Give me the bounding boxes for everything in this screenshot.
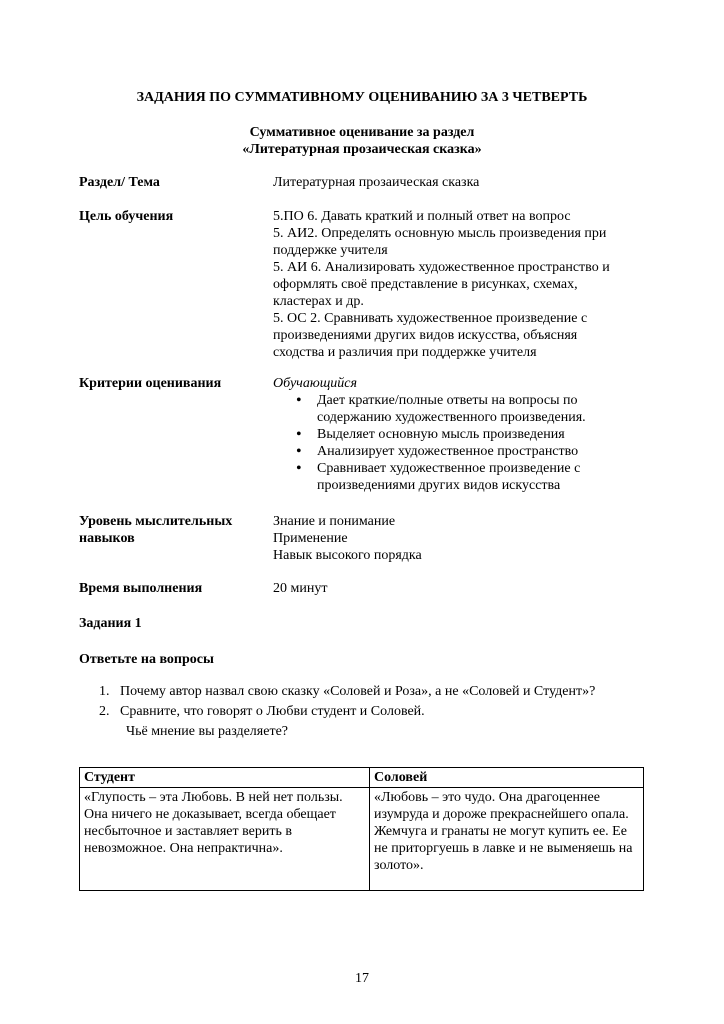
goal-line: 5. АИ 6. Анализировать художественное пространство и [273, 260, 610, 275]
task-heading: Задания 1 [79, 616, 142, 631]
goal-line: оформлять своё представление в рисунках, схемах, [273, 277, 578, 292]
table-cell-student: «Глупость – эта Любовь. В ней нет пользы. Она ничего не доказывает, всегда обещает несбыточное и заставляет верить в невозможное. Она непрактична». [80, 788, 370, 891]
goal-line: 5.ПО 6. Давать краткий и полный ответ на вопрос [273, 209, 571, 224]
goal-value [273, 208, 653, 361]
table-header-nightingale: Соловей [370, 768, 644, 788]
criteria-value [273, 375, 623, 494]
goal-line: сходства и различия при поддержке учителя [273, 345, 537, 360]
table-header-student: Студент [80, 768, 370, 788]
goal-line: 5. ОС 2. Сравнивать художественное произведение с [273, 311, 588, 326]
thinking-label-line: Уровень мыслительных [79, 514, 233, 529]
question-item [99, 703, 659, 720]
thinking-values [273, 513, 653, 564]
criteria-item: • Сравнивает художественное произведение с произведениями других видов искусства [273, 460, 623, 494]
section-label: Раздел/ Тема [79, 175, 160, 190]
question-text: Сравните, что говорят о Любви студент и Соловей. [120, 704, 425, 719]
question-text: Почему автор назвал свою сказку «Соловей и Роза», а не «Соловей и Студент»? [120, 684, 596, 699]
goal-line: поддержке учителя [273, 243, 388, 258]
goal-label: Цель обучения [79, 209, 174, 224]
section-value: Литературная прозаическая сказка [273, 175, 480, 190]
question-number: 1. [99, 684, 110, 699]
goal-line: кластерах и др. [273, 294, 364, 309]
thinking-value: Знание и понимание [273, 514, 396, 529]
time-label: Время выполнения [79, 581, 203, 596]
question-followup: Чьё мнение вы разделяете? [126, 724, 288, 739]
question-item [99, 683, 659, 700]
page-number: 17 [355, 971, 369, 986]
section-subtitle [0, 124, 724, 158]
thinking-label-line: навыков [79, 531, 135, 546]
criteria-label: Критерии оценивания [79, 376, 222, 391]
thinking-value: Применение [273, 531, 348, 546]
question-list [99, 683, 659, 720]
criteria-item: • Выделяет основную мысль произведения [273, 426, 623, 443]
goal-line: произведениями других видов искусства, объясняя [273, 328, 578, 343]
subtitle-line-1: Суммативное оценивание за раздел [249, 125, 475, 140]
subtitle-line-2: «Литературная прозаическая сказка» [242, 142, 482, 157]
goal-line: 5. АИ2. Определять основную мысль произведения при [273, 226, 607, 241]
task-instruction: Ответьте на вопросы [79, 652, 214, 667]
time-value: 20 минут [273, 581, 328, 596]
criteria-intro: Обучающийся [273, 376, 358, 391]
criteria-list [273, 392, 623, 494]
questions [99, 683, 659, 740]
table-row [80, 788, 644, 891]
comparison-table [79, 767, 644, 891]
thinking-value: Навык высокого порядка [273, 548, 422, 563]
criteria-item: • Анализирует художественное пространство [273, 443, 623, 460]
criteria-item: • Дает краткие/полные ответы на вопросы по содержанию художественного произведения. [273, 392, 623, 426]
table-cell-nightingale: «Любовь – это чудо. Она драгоценнее изумруда и дороже прекраснейшего опала. Жемчуга и гранаты не могут купить ее. Ее не приторгуешь в лавке и не выменяешь на золото». [370, 788, 644, 891]
question-number: 2. [99, 704, 110, 719]
page-title: ЗАДАНИЯ ПО СУММАТИВНОМУ ОЦЕНИВАНИЮ ЗА 3 ЧЕТВЕРТЬ [136, 90, 588, 105]
table-header-row [80, 768, 644, 788]
thinking-label [79, 513, 232, 547]
